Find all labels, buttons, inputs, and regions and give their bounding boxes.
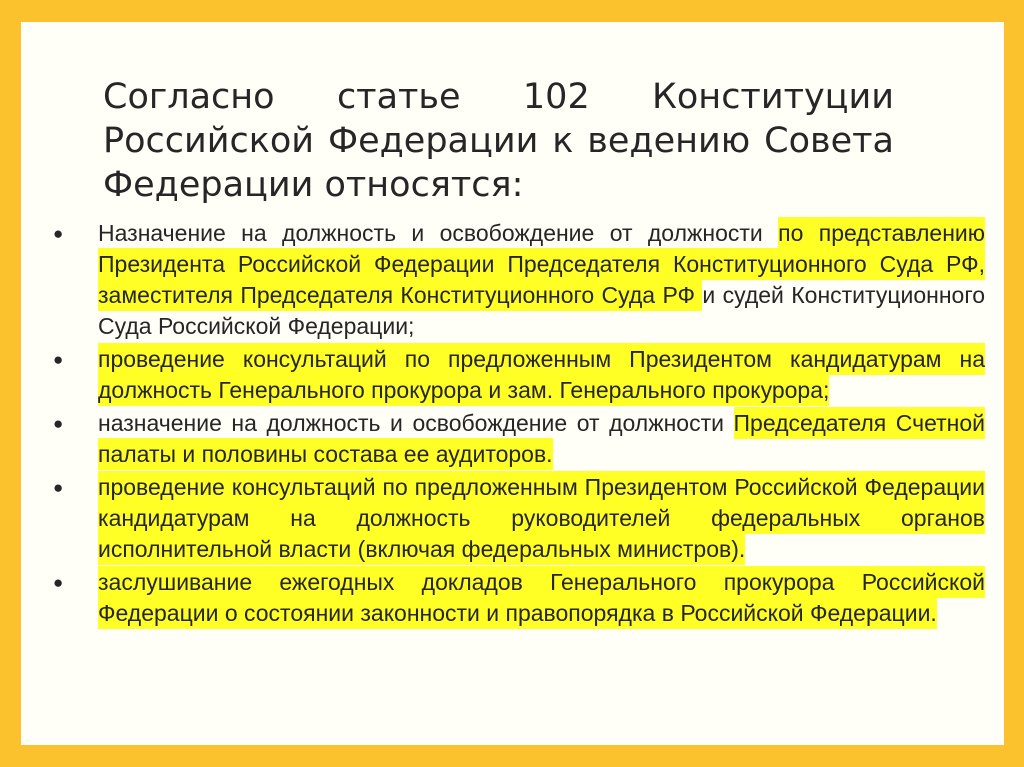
bullet-text: и судей Конституционного Суда Российской Федерации;	[98, 282, 986, 339]
highlighted-text: заслушивание ежегодных докладов Генерального прокурора Российской Федерации о состоянии законности и правопорядка в Российской Федерации.	[98, 566, 985, 629]
slide-canvas	[21, 22, 1004, 745]
bullet-dot-icon: ●	[53, 350, 64, 369]
bullet-dot-icon: ●	[53, 573, 64, 592]
bullet-dot-icon: ●	[53, 224, 64, 243]
bullet-list	[53, 218, 985, 631]
bullet-item	[53, 567, 985, 629]
bullet-text: Назначение на должность и освобождение от должности	[98, 220, 779, 246]
bullet-item	[53, 472, 985, 565]
highlighted-text: по представлению Президента Российской Федерации Председателя Конституционного Суда РФ, заместителя Председателя Конституционного Суда РФ	[98, 217, 985, 311]
bullet-text: назначение на должность и освобождение от должности	[98, 410, 734, 436]
highlighted-text: Председателя Счетной палаты и половины состава ее аудиторов.	[98, 407, 985, 470]
bullet-item	[53, 218, 985, 342]
slide-title: Согласно статье 102 Конституции Российской Федерации к ведению Совета Федерации относятся:	[103, 77, 894, 205]
bullet-item	[53, 408, 985, 470]
bullet-dot-icon: ●	[53, 478, 64, 497]
highlighted-text: проведение консультаций по предложенным Президентом Российской Федерации кандидатурам на должность руководителей федеральных органов исполнительной власти (включая федеральных министров).	[98, 471, 985, 565]
highlighted-text: проведение консультаций по предложенным Президентом кандидатурам на должность Генерального прокурора и зам. Генерального прокурора;	[98, 343, 985, 406]
bullet-dot-icon: ●	[53, 414, 64, 433]
bullet-item	[53, 344, 985, 406]
